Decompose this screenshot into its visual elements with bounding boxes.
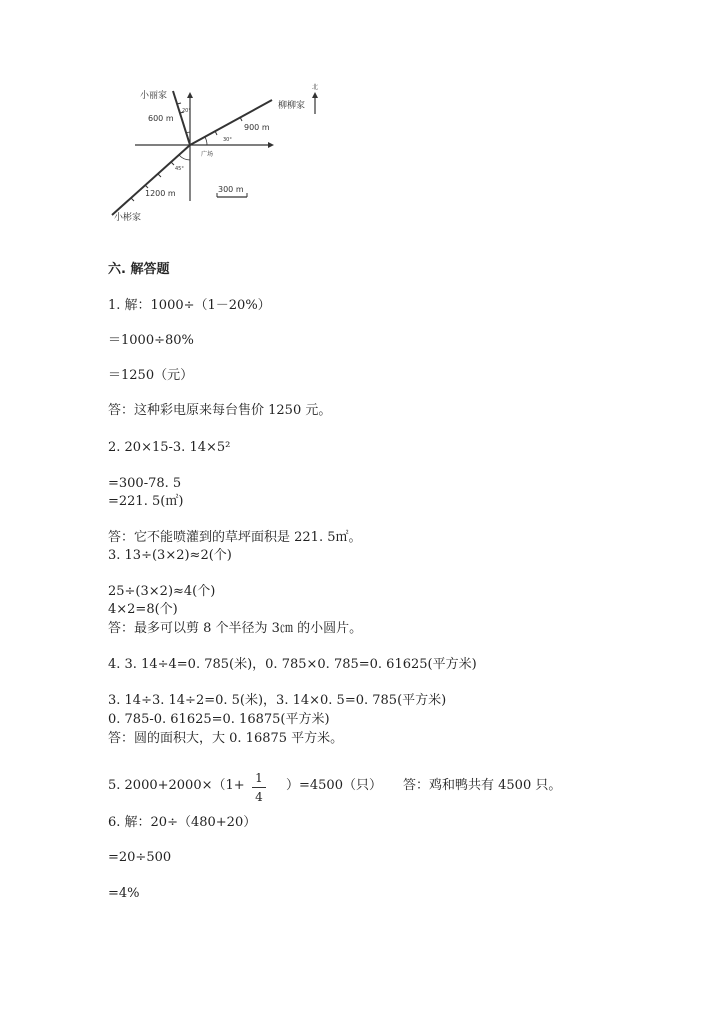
q2-answer: 答：它不能喷灌到的草坪面积是 221. 5㎡。 (108, 530, 362, 545)
section-title: 六. 解答题 (108, 262, 170, 277)
q5-fraction-numerator: 1 (255, 771, 263, 785)
label-scale: 300 m (218, 185, 244, 194)
direction-diagram (100, 78, 340, 228)
q3-line-2: 25÷(3×2)≈4(个) (108, 584, 216, 599)
q4-line-1: 4. 3. 14÷4=0. 785(米)，0. 785×0. 785=0. 61625(平方米) (108, 657, 477, 672)
q1-line-3: ＝1250（元） (108, 368, 194, 383)
q5-answer: 答：鸡和鸭共有 4500 只。 (403, 778, 562, 793)
q4-line-2: 3. 14÷3. 14÷2=0. 5(米)，3. 14×0. 5=0. 785(平方米) (108, 693, 447, 708)
label-1200m: 1200 m (145, 189, 176, 198)
north-arrowhead (187, 92, 193, 98)
label-angle-30: 30° (223, 137, 232, 143)
label-900m: 900 m (244, 123, 270, 132)
q3-line-3: 4×2=8(个) (108, 602, 178, 617)
label-xiaobin: 小彬家 (114, 213, 142, 223)
label-plaza: 广场 (201, 151, 214, 158)
q6-line-3: =4% (108, 886, 140, 901)
q3-answer: 答：最多可以剪 8 个半径为 3㎝ 的小圆片。 (108, 621, 363, 636)
q1-answer: 答：这种彩电原来每台售价 1250 元。 (108, 403, 332, 418)
label-xiaoli: 小丽家 (140, 91, 168, 101)
q1-line-1: 1. 解：1000÷（1－20%） (108, 298, 271, 313)
q1-line-2: ＝1000÷80% (108, 333, 194, 348)
q6-line-1: 6. 解：20÷（480+20） (108, 815, 257, 830)
q5-fraction-bar (252, 787, 266, 788)
q4-answer: 答：圆的面积大，大 0. 16875 平方米。 (108, 731, 344, 746)
q5-fraction-denominator: 4 (255, 790, 263, 804)
q2-line-3: =221. 5(㎡) (108, 494, 184, 509)
label-north: 北 (312, 84, 319, 91)
label-angle-20: 20° (182, 108, 191, 114)
q2-line-2: =300-78. 5 (108, 476, 182, 491)
path-to-xiaobin (112, 145, 190, 215)
path-to-xiaoli (173, 91, 190, 145)
label-liuliu: 柳柳家 (278, 101, 306, 111)
q4-line-3: 0. 785-0. 61625=0. 16875(平方米) (108, 712, 330, 727)
q5-expression-end: ）=4500（只） (286, 778, 382, 793)
q3-line-1: 3. 13÷(3×2)≈2(个) (108, 548, 232, 563)
label-angle-45: 45° (175, 166, 184, 172)
q2-line-1: 2. 20×15-3. 14×5² (108, 440, 231, 455)
q5-expression-start: 5. 2000+2000×（1+ (108, 778, 245, 793)
label-600m: 600 m (148, 114, 174, 123)
q6-line-2: =20÷500 (108, 850, 172, 865)
east-arrowhead (268, 142, 274, 148)
